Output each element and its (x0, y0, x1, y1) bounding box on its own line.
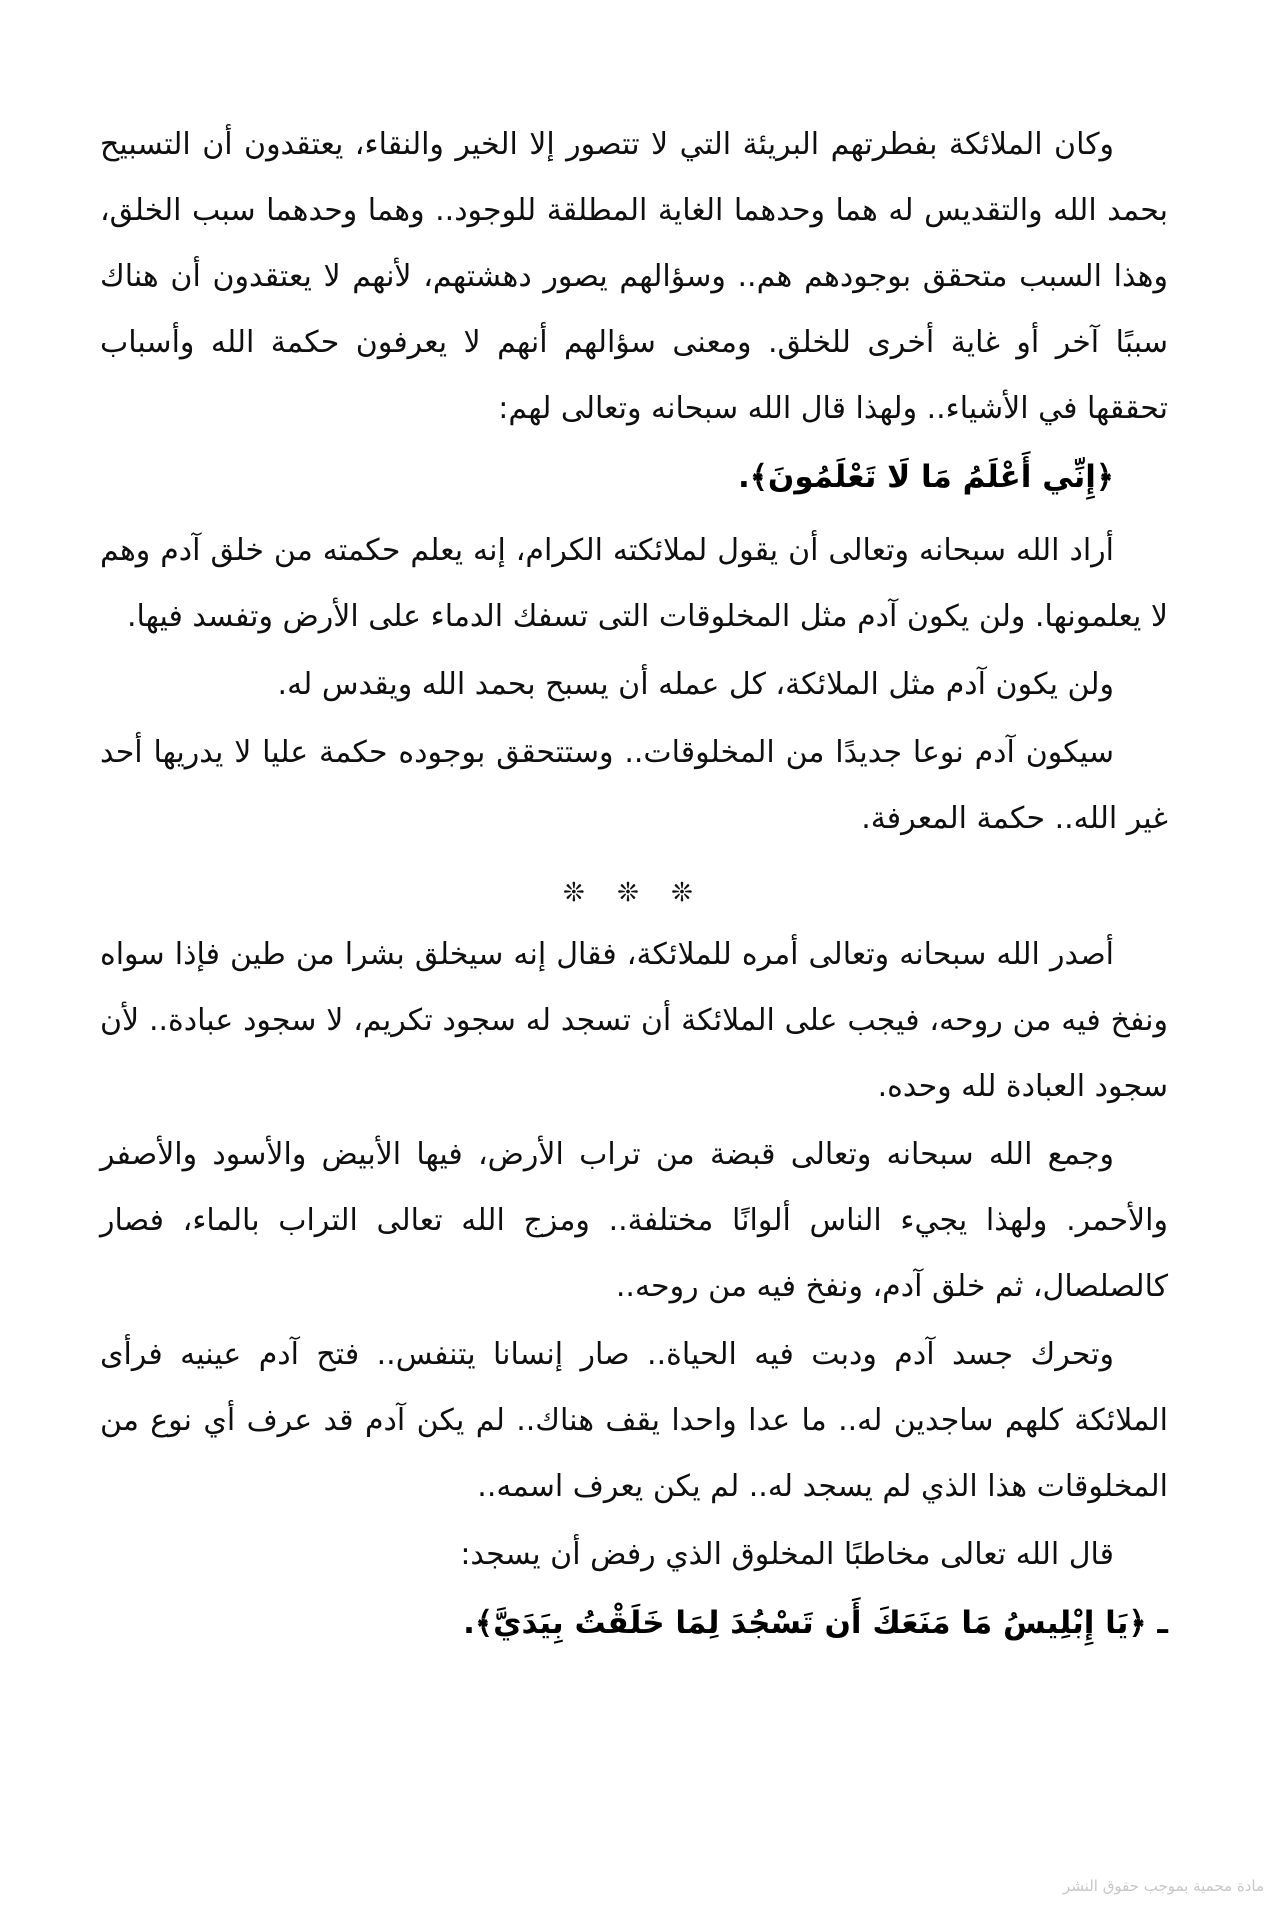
quran-verse-1: ﴿إِنِّي أَعْلَمُ مَا لَا تَعْلَمُونَ﴾. (737, 459, 1114, 495)
paragraph-5: أصدر الله سبحانه وتعالى أمره للملائكة، فقال إنه سيخلق بشرا من طين فإذا سواه ونفخ فيه من روحه، فيجب على الملائكة أن تسجد له سجود تكريم، لا سجود عبادة.. لأن سجود العبادة لله وحده. (100, 937, 1168, 1104)
paragraph-1: وكان الملائكة بفطرتهم البريئة التي لا تتصور إلا الخير والنقاء، يعتقدون أن التسبيح بحمد الله والتقديس له هما وحدهما الغاية المطلقة للوجود.. وهما وحدهما سبب الخلق، وهذا السبب متحقق بوجودهم هم.. وسؤالهم يصور دهشتهم، لأنهم لا يعتقدون أن هناك سببًا آخر أو غاية أخرى للخلق. ومعنى سؤالهم أنهم لا يعرفون حكمة الله وأسباب تحققها في الأشياء.. ولهذا قال الله سبحانه وتعالى لهم: (100, 127, 1168, 426)
paragraph-6: وجمع الله سبحانه وتعالى قبضة من تراب الأرض، فيها الأبيض والأسود والأصفر والأحمر. ولهذا يجيء الناس ألوانًا مختلفة.. ومزج الله تعالى التراب بالماء، فصار كالصلصال، ثم خلق آدم، ونفخ فيه من روحه.. (100, 1137, 1168, 1304)
paragraph-2: أراد الله سبحانه وتعالى أن يقول لملائكته الكرام، إنه يعلم حكمته من خلق آدم وهم لا يعلمونها. ولن يكون آدم مثل المخلوقات التى تسفك الدماء على الأرض وتفسد فيها. (100, 533, 1168, 634)
page-content (100, 112, 1168, 1664)
paragraph-3: ولن يكون آدم مثل الملائكة، كل عمله أن يسبح بحمد الله ويقدس له. (277, 667, 1114, 702)
paragraph-8: قال الله تعالى مخاطبًا المخلوق الذي رفض أن يسجد: (460, 1537, 1114, 1572)
section-separator-florets: ❊ ❊ ❊ (563, 878, 705, 908)
quran-verse-2: ـ ﴿يَا إِبْلِيسُ مَا مَنَعَكَ أَن تَسْجُدَ لِمَا خَلَقْتُ بِيَدَيَّ﴾. (463, 1605, 1168, 1641)
copyright-notice: مادة محمية بموجب حقوق النشر (1063, 1877, 1264, 1895)
paragraph-4: سيكون آدم نوعا جديدًا من المخلوقات.. وستتحقق بوجوده حكمة عليا لا يدريها أحد غير الله.. حكمة المعرفة. (100, 735, 1168, 836)
paragraph-7: وتحرك جسد آدم ودبت فيه الحياة.. صار إنسانا يتنفس.. فتح آدم عينيه فرأى الملائكة كلهم ساجدين له.. ما عدا واحدا يقف هناك.. لم يكن آدم قد عرف أي نوع من المخلوقات هذا الذي لم يسجد له.. لم يكن يعرف اسمه.. (100, 1337, 1168, 1504)
